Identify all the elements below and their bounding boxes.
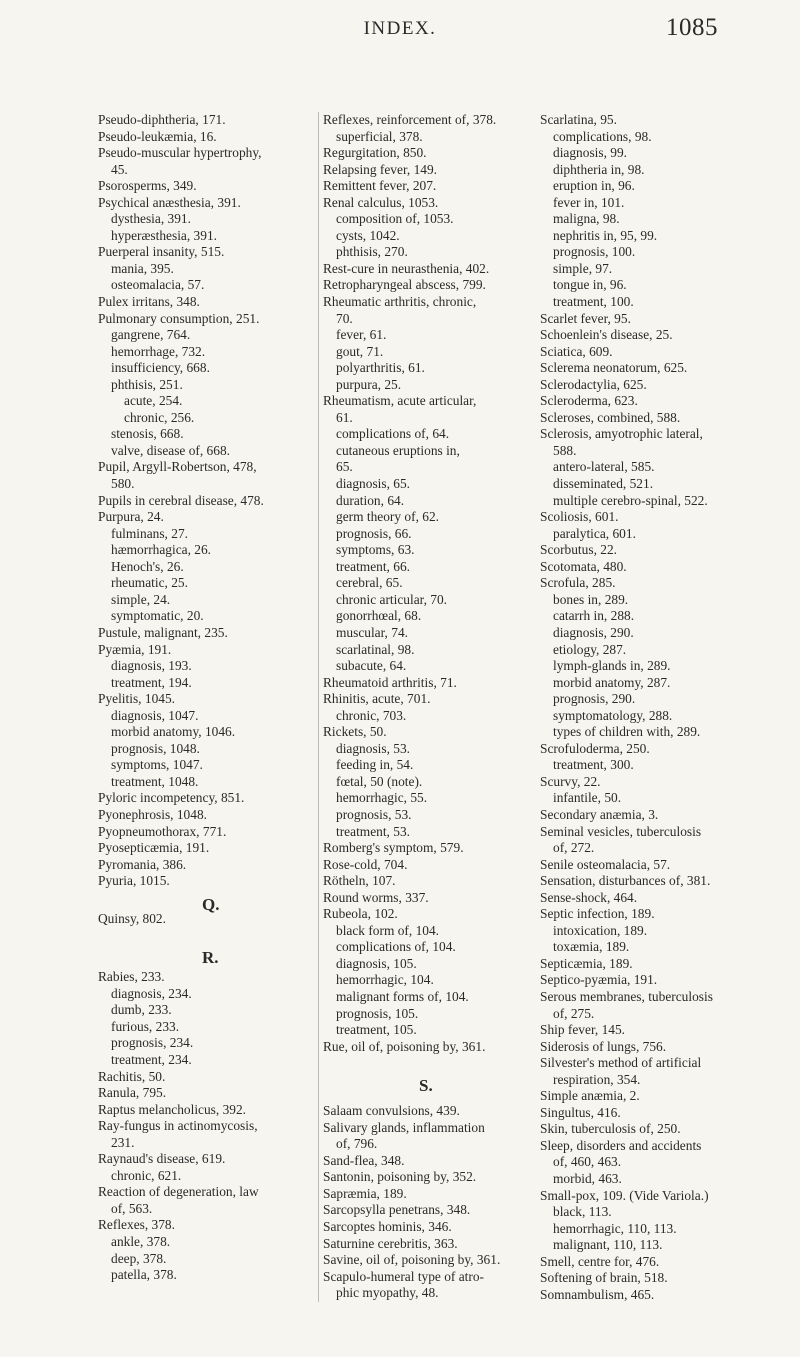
index-entry: Raynaud's disease, 619.: [98, 1151, 226, 1167]
index-subentry: of, 563.: [111, 1200, 153, 1216]
index-entry: Somnambulism, 465.: [540, 1286, 655, 1302]
index-subentry: hemorrhage, 732.: [111, 343, 206, 359]
index-subentry: 231.: [111, 1134, 135, 1150]
index-subentry: black, 113.: [553, 1204, 612, 1220]
index-subentry: of, 460, 463.: [553, 1154, 622, 1170]
index-subentry: eruption in, 96.: [553, 178, 635, 194]
index-subentry: chronic, 621.: [111, 1167, 182, 1183]
index-subentry: polyarthritis, 61.: [336, 360, 425, 376]
index-subentry: fever, 61.: [336, 327, 387, 343]
index-subentry: malignant forms of, 104.: [336, 988, 469, 1004]
index-subentry: treatment, 234.: [111, 1051, 192, 1067]
index-entry: Scleroderma, 623.: [540, 393, 638, 409]
index-subentry: fever in, 101.: [553, 194, 625, 210]
index-entry: Scotomata, 480.: [540, 558, 627, 574]
index-entry: Salaam convulsions, 439.: [323, 1103, 460, 1119]
index-entry: Pyonephrosis, 1048.: [98, 806, 207, 822]
index-entry: Singultus, 416.: [540, 1104, 621, 1120]
index-entry: Puerperal insanity, 515.: [98, 244, 225, 260]
index-entry: Pyopneumothorax, 771.: [98, 823, 227, 839]
index-entry: Sarcoptes hominis, 346.: [323, 1219, 452, 1234]
index-subentry: prognosis, 1048.: [111, 740, 200, 756]
index-subentry: of, 275.: [553, 1005, 595, 1021]
index-subentry: dumb, 233.: [111, 1002, 172, 1018]
page-header: [0, 12, 800, 52]
index-subentry: patella, 378.: [111, 1267, 177, 1283]
index-subentry: diagnosis, 290.: [553, 624, 634, 640]
index-subentry: 45.: [111, 161, 128, 177]
index-subentry: hyperæsthesia, 391.: [111, 227, 217, 243]
index-subentry: symptomatic, 20.: [111, 608, 204, 624]
index-entry: Pulex irritans, 348.: [98, 294, 200, 310]
index-entry: Silvester's method of artificial: [540, 1055, 702, 1071]
index-entry: Sand-flea, 348.: [323, 1152, 405, 1168]
index-entry: Sclerosis, amyotrophic lateral,: [540, 426, 703, 442]
index-entry: Saturnine cerebritis, 363.: [323, 1235, 458, 1251]
index-subentry: 588.: [553, 442, 577, 458]
index-subentry: muscular, 74.: [336, 624, 408, 640]
index-subentry: gangrene, 764.: [111, 327, 191, 343]
index-subentry: catarrh in, 288.: [553, 608, 635, 624]
index-entry: Remittent fever, 207.: [323, 178, 437, 194]
index-entry: Rhinitis, acute, 701.: [323, 691, 431, 707]
index-subentry: ankle, 378.: [111, 1234, 171, 1249]
index-entry: Pseudo-diphtheria, 171.: [98, 112, 226, 127]
index-subentry: purpura, 25.: [336, 376, 402, 392]
index-subentry: feeding in, 54.: [336, 757, 414, 773]
index-subentry: nephritis in, 95, 99.: [553, 227, 658, 243]
index-entry: Rötheln, 107.: [323, 873, 396, 889]
index-entry: Quinsy, 802.: [98, 910, 166, 926]
index-subentry: furious, 233.: [111, 1018, 180, 1034]
index-entry: Rheumatoid arthritis, 71.: [323, 674, 457, 690]
index-entry: Round worms, 337.: [323, 889, 429, 905]
index-subentry: stenosis, 668.: [111, 426, 184, 442]
index-entry: Retropharyngeal abscess, 799.: [323, 277, 486, 293]
index-subentry: 580.: [111, 476, 135, 492]
index-subentry: cysts, 1042.: [336, 227, 400, 243]
index-subentry: prognosis, 105.: [336, 1005, 419, 1021]
index-subentry: multiple cerebro-spinal, 522.: [553, 492, 708, 508]
index-subentry: chronic, 703.: [336, 707, 407, 723]
index-subentry: fœtal, 50 (note).: [336, 773, 423, 789]
index-subentry: simple, 24.: [111, 591, 171, 607]
index-subentry: toxæmia, 189.: [553, 939, 630, 955]
index-entry: Pupil, Argyll-Robertson, 478,: [98, 459, 257, 475]
index-subentry: prognosis, 66.: [336, 525, 412, 541]
index-subentry: 65.: [336, 459, 353, 475]
index-subentry: 61.: [336, 409, 353, 425]
index-subentry: diagnosis, 1047.: [111, 707, 199, 723]
index-entry: Sclerema neonatorum, 625.: [540, 360, 688, 376]
index-subentry: lymph-glands in, 289.: [553, 658, 671, 674]
index-entry: Pyloric incompetency, 851.: [98, 790, 245, 806]
index-entry: Scarlet fever, 95.: [540, 310, 631, 326]
index-entry: Pyosepticæmia, 191.: [98, 840, 210, 856]
index-entry: Scrofuloderma, 250.: [540, 740, 650, 756]
index-entry: Pyelitis, 1045.: [98, 691, 176, 707]
index-subentry: prognosis, 290.: [553, 691, 636, 707]
index-entry: Scrofula, 285.: [540, 575, 616, 591]
index-subentry: morbid anatomy, 1046.: [111, 724, 236, 740]
index-entry: Scurvy, 22.: [540, 773, 601, 789]
index-entry: Pseudo-leukæmia, 16.: [98, 128, 217, 144]
index-entry: Santonin, poisoning by, 352.: [323, 1169, 477, 1185]
index-subentry: prognosis, 234.: [111, 1035, 194, 1051]
index-column-3: [540, 112, 755, 1303]
index-subentry: dysthesia, 391.: [111, 211, 191, 227]
index-subentry: malignant, 110, 113.: [553, 1237, 663, 1253]
index-subentry: gonorrhœal, 68.: [336, 608, 422, 624]
index-entry: Serous membranes, tuberculosis: [540, 988, 713, 1004]
index-entry: Pyromania, 386.: [98, 856, 187, 872]
index-subentry: rheumatic, 25.: [111, 575, 188, 591]
index-subentry: complications, 98.: [553, 128, 652, 144]
index-subentry: symptomatology, 288.: [553, 707, 673, 723]
index-subentry: tongue in, 96.: [553, 277, 627, 293]
index-entry: Sclerodactylia, 625.: [540, 376, 647, 392]
section-letter: R.: [202, 948, 219, 968]
index-subentry: insufficiency, 668.: [111, 360, 210, 376]
index-subentry: diagnosis, 234.: [111, 985, 192, 1001]
index-entry: Seminal vesicles, tuberculosis: [540, 823, 702, 839]
index-subentry: diagnosis, 99.: [553, 145, 628, 161]
index-subentry: respiration, 354.: [553, 1071, 641, 1087]
index-subentry: simple, 97.: [553, 260, 613, 276]
index-entry: Renal calculus, 1053.: [323, 194, 439, 210]
index-subentry: phthisis, 270.: [336, 244, 408, 260]
index-entry: Ray-fungus in actinomycosis,: [98, 1118, 258, 1134]
index-entry: Small-pox, 109. (Vide Variola.): [540, 1187, 709, 1203]
index-subentry: infantile, 50.: [553, 790, 622, 806]
page-number: 1085: [666, 14, 718, 41]
index-entry: Romberg's symptom, 579.: [323, 840, 464, 856]
index-entry: Sensation, disturbances of, 381.: [540, 873, 711, 889]
index-subentry: germ theory of, 62.: [336, 509, 440, 525]
index-subentry: hemorrhagic, 104.: [336, 972, 434, 988]
running-title: INDEX.: [363, 18, 437, 39]
index-subentry: Henoch's, 26.: [111, 558, 184, 574]
index-subentry: duration, 64.: [336, 492, 405, 508]
index-entry: Siderosis of lungs, 756.: [540, 1038, 667, 1054]
index-entry: Ship fever, 145.: [540, 1022, 625, 1038]
index-subentry: morbid anatomy, 287.: [553, 674, 671, 690]
index-entry: Sciatica, 609.: [540, 343, 613, 359]
index-subentry: subacute, 64.: [336, 658, 407, 674]
index-entry: Reaction of degeneration, law: [98, 1184, 259, 1200]
index-entry: Pustule, malignant, 235.: [98, 624, 228, 640]
index-entry: Scapulo-humeral type of atro-: [323, 1268, 485, 1284]
index-entry: Smell, centre for, 476.: [540, 1253, 660, 1269]
index-subentry: maligna, 98.: [553, 211, 620, 227]
index-subentry: mania, 395.: [111, 260, 174, 276]
index-subentry: symptoms, 63.: [336, 542, 415, 558]
index-subentry: morbid, 463.: [553, 1171, 622, 1186]
index-entry: Rabies, 233.: [98, 969, 165, 985]
index-subentry: chronic, 256.: [124, 409, 195, 425]
index-subentry: phthisis, 251.: [111, 376, 183, 392]
index-entry: Scorbutus, 22.: [540, 542, 617, 558]
index-entry: Skin, tuberculosis of, 250.: [540, 1121, 681, 1137]
index-subentry: chronic articular, 70.: [336, 591, 448, 607]
index-subentry: fulminans, 27.: [111, 525, 188, 541]
index-subentry: treatment, 300.: [553, 757, 634, 773]
index-entry: Relapsing fever, 149.: [323, 161, 437, 177]
index-subentry: diphtheria in, 98.: [553, 161, 645, 177]
index-subentry: composition of, 1053.: [336, 211, 454, 227]
index-column-1: [98, 112, 303, 1284]
index-subentry: black form of, 104.: [336, 922, 440, 938]
index-subentry: treatment, 1048.: [111, 773, 199, 789]
index-entry: Regurgitation, 850.: [323, 145, 427, 161]
index-entry: Psorosperms, 349.: [98, 178, 197, 194]
index-subentry: diagnosis, 193.: [111, 658, 192, 674]
index-entry: Reflexes, reinforcement of, 378.: [323, 112, 497, 127]
index-entry: Savine, oil of, poisoning by, 361.: [323, 1252, 501, 1268]
index-entry: Reflexes, 378.: [98, 1217, 175, 1233]
index-column-2: [318, 112, 532, 1302]
index-subentry: symptoms, 1047.: [111, 757, 203, 773]
index-subentry: types of children with, 289.: [553, 724, 701, 740]
index-entry: Pyæmia, 191.: [98, 641, 172, 657]
index-subentry: treatment, 194.: [111, 674, 192, 690]
index-entry: Septic infection, 189.: [540, 906, 655, 922]
index-entry: Pseudo-muscular hypertrophy,: [98, 145, 262, 161]
index-subentry: diagnosis, 65.: [336, 476, 411, 492]
index-subentry: treatment, 66.: [336, 558, 410, 574]
index-subentry: of, 796.: [336, 1136, 378, 1152]
index-subentry: acute, 254.: [124, 393, 183, 409]
index-entry: Secondary anæmia, 3.: [540, 806, 659, 822]
index-subentry: hemorrhagic, 55.: [336, 790, 428, 806]
index-entry: Schoenlein's disease, 25.: [540, 327, 673, 343]
index-entry: Rachitis, 50.: [98, 1068, 166, 1084]
section-letter: Q.: [202, 894, 220, 914]
index-subentry: treatment, 100.: [553, 294, 634, 310]
index-entry: Ranula, 795.: [98, 1085, 167, 1101]
index-subentry: phic myopathy, 48.: [336, 1285, 439, 1301]
index-subentry: cerebral, 65.: [336, 575, 403, 591]
index-subentry: cutaneous eruptions in,: [336, 442, 460, 458]
index-entry: Rickets, 50.: [323, 724, 387, 740]
index-subentry: deep, 378.: [111, 1250, 167, 1266]
index-subentry: diagnosis, 105.: [336, 955, 417, 971]
index-entry: Psychical anæsthesia, 391.: [98, 194, 241, 210]
index-entry: Septicæmia, 189.: [540, 955, 633, 971]
index-subentry: complications of, 104.: [336, 939, 456, 955]
index-subentry: gout, 71.: [336, 343, 384, 359]
index-subentry: superficial, 378.: [336, 128, 423, 144]
index-subentry: treatment, 53.: [336, 823, 410, 839]
index-entry: Softening of brain, 518.: [540, 1270, 668, 1286]
index-entry: Pupils in cerebral disease, 478.: [98, 492, 264, 508]
index-subentry: bones in, 289.: [553, 591, 629, 607]
index-subentry: disseminated, 521.: [553, 476, 654, 492]
index-entry: Rest-cure in neurasthenia, 402.: [323, 260, 490, 276]
index-entry: Sleep, disorders and accidents: [540, 1137, 702, 1153]
index-entry: Raptus melancholicus, 392.: [98, 1101, 247, 1117]
index-entry: Simple anæmia, 2.: [540, 1088, 640, 1104]
index-entry: Rheumatism, acute articular,: [323, 393, 477, 409]
index-subentry: intoxication, 189.: [553, 922, 648, 938]
index-subentry: hæmorrhagica, 26.: [111, 542, 212, 558]
index-entry: Rubeola, 102.: [323, 906, 398, 922]
index-subentry: of, 272.: [553, 840, 595, 856]
index-subentry: osteomalacia, 57.: [111, 277, 205, 293]
index-subentry: paralytica, 601.: [553, 525, 636, 541]
index-subentry: valve, disease of, 668.: [111, 442, 230, 458]
index-subentry: etiology, 287.: [553, 641, 627, 657]
index-entry: Rose-cold, 704.: [323, 856, 408, 872]
index-entry: Pyuria, 1015.: [98, 873, 170, 889]
index-entry: Scoliosis, 601.: [540, 509, 619, 525]
index-entry: Septico-pyæmia, 191.: [540, 972, 658, 988]
index-subentry: prognosis, 53.: [336, 806, 412, 822]
index-entry: Scarlatina, 95.: [540, 112, 617, 127]
index-entry: Senile osteomalacia, 57.: [540, 856, 671, 872]
index-subentry: hemorrhagic, 110, 113.: [553, 1220, 677, 1236]
index-subentry: prognosis, 100.: [553, 244, 636, 260]
index-entry: Purpura, 24.: [98, 509, 164, 525]
index-subentry: complications of, 64.: [336, 426, 450, 442]
index-subentry: 70.: [336, 310, 353, 326]
index-subentry: diagnosis, 53.: [336, 740, 411, 756]
index-subentry: scarlatinal, 98.: [336, 641, 415, 657]
index-entry: Rue, oil of, poisoning by, 361.: [323, 1038, 486, 1054]
index-subentry: antero-lateral, 585.: [553, 459, 655, 475]
index-entry: Salivary glands, inflammation: [323, 1119, 485, 1135]
index-subentry: treatment, 105.: [336, 1022, 417, 1038]
index-entry: Sarcopsylla penetrans, 348.: [323, 1202, 471, 1218]
index-entry: Sapræmia, 189.: [323, 1185, 407, 1201]
index-entry: Scleroses, combined, 588.: [540, 409, 681, 425]
index-entry: Pulmonary consumption, 251.: [98, 310, 260, 326]
index-entry: Sense-shock, 464.: [540, 889, 638, 905]
section-letter: S.: [419, 1076, 433, 1096]
index-entry: Rheumatic arthritis, chronic,: [323, 294, 477, 310]
